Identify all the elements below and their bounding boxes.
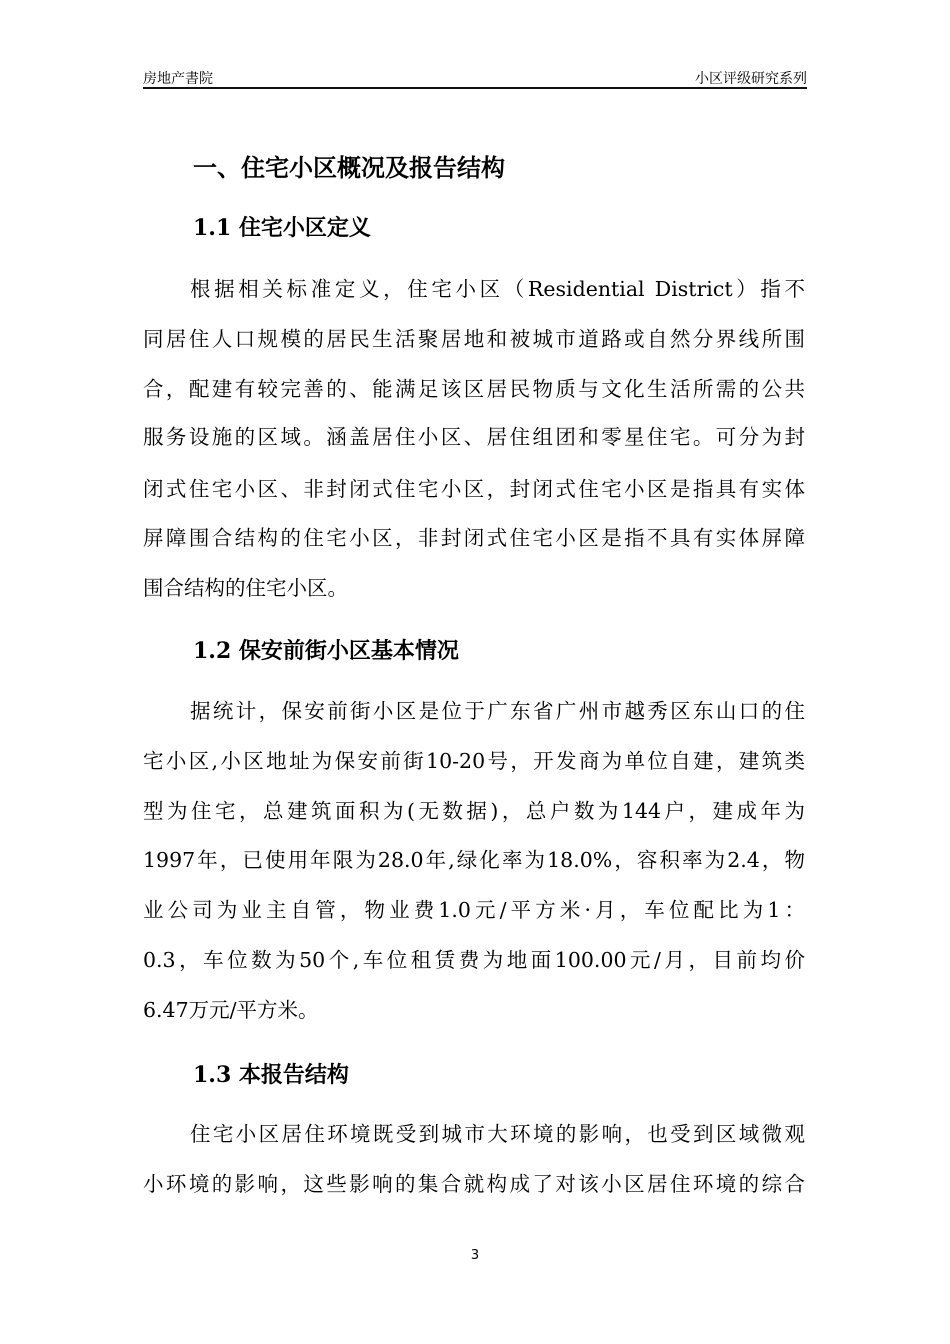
- paragraph-line: 服务设施的区域。涵盖居住小区、居住组团和零星住宅。可分为封: [143, 425, 805, 449]
- paragraph-line: 根据相关标准定义，住宅小区（Residential District）指不: [190, 277, 805, 301]
- paragraph-line: 6.47万元/平方米。: [143, 998, 319, 1022]
- section-heading: 1.3 本报告结构: [193, 1062, 349, 1088]
- header-rule: [143, 87, 807, 89]
- paragraph-line: 围合结构的住宅小区。: [143, 576, 348, 600]
- paragraph-line: 宅小区,小区地址为保安前街10-20号，开发商为单位自建，建筑类: [143, 749, 805, 773]
- section-heading: 1.1 住宅小区定义: [193, 215, 371, 241]
- header-series: 小区评级研究系列: [695, 71, 807, 87]
- section-heading: 1.2 保安前街小区基本情况: [193, 638, 459, 664]
- paragraph-line: 小环境的影响，这些影响的集合就构成了对该小区居住环境的综合: [143, 1172, 805, 1196]
- page-number: 3: [470, 1248, 480, 1263]
- paragraph-line: 同居住人口规模的居民生活聚居地和被城市道路或自然分界线所围: [143, 327, 805, 351]
- paragraph-line: 闭式住宅小区、非封闭式住宅小区，封闭式住宅小区是指具有实体: [143, 477, 805, 501]
- paragraph-line: 业公司为业主自管，物业费1.0元/平方米·月，车位配比为1：: [143, 898, 805, 922]
- paragraph-line: 型为住宅，总建筑面积为(无数据)，总户数为144户，建成年为: [143, 799, 805, 823]
- paragraph-line: 住宅小区居住环境既受到城市大环境的影响，也受到区域微观: [190, 1122, 805, 1146]
- paragraph-line: 据统计，保安前街小区是位于广东省广州市越秀区东山口的住: [190, 699, 805, 723]
- chapter-title: 一、住宅小区概况及报告结构: [193, 153, 505, 182]
- paragraph-line: 1997年，已使用年限为28.0年,绿化率为18.0%，容积率为2.4，物: [143, 848, 805, 872]
- paragraph-line: 0.3，车位数为50个,车位租赁费为地面100.00元/月，目前均价: [143, 948, 805, 972]
- paragraph-line: 屏障围合结构的住宅小区，非封闭式住宅小区是指不具有实体屏障: [143, 526, 805, 550]
- header-publisher: 房地产書院: [143, 71, 213, 87]
- paragraph-line: 合，配建有较完善的、能满足该区居民物质与文化生活所需的公共: [143, 377, 805, 401]
